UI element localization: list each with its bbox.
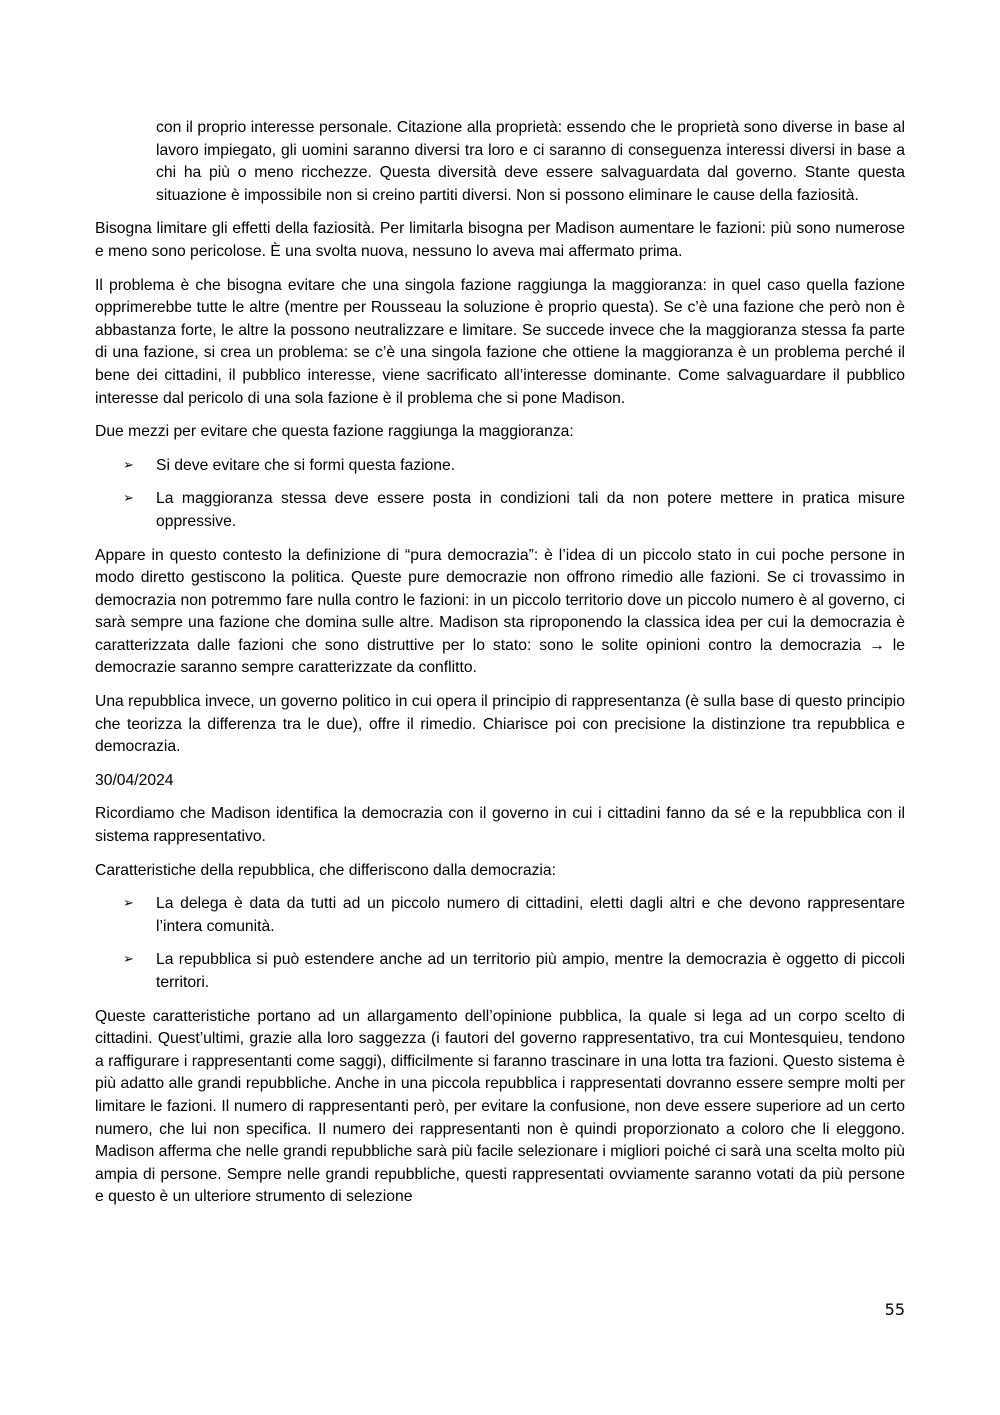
paragraph-maggioranza: Il problema è che bisogna evitare che una singola fazione raggiunga la maggioranza: in quel caso quella fazione opprimerebbe tutte le altre (mentre per Rousseau la soluzione è proprio questa). Se c’è una fazione che però non è abbastanza forte, le altre la possono neutralizzare e limitare. Se succede invece che la maggioranza stessa fa parte di una fazione, si crea un problema: se c’è una singola fazione che ottiene la maggioranza è un problema perché il bene dei cittadini, il pubblico interesse, viene sacrificato all’interesse dominante. Come salvaguardare il pubblico interesse dal pericolo di una sola fazione è il problema che si pone Madison.	[95, 276, 905, 407]
paragraph-opinione-pubblica: Queste caratteristiche portano ad un allargamento dell’opinione pubblica, la quale si lega ad un corpo scelto di cittadini. Quest’ultimi, grazie alla loro saggezza (i fautori del governo rappresentativo, tra cui Montesquieu, tendono a raffigurare i rappresentanti come saggi), difficilmente si faranno trascinare in una lotta tra fazioni. Questo sistema è più adatto alle grandi repubbliche. Anche in una piccola repubblica i rappresentati dovranno essere sempre molti per limitare le fazioni. Il numero di rappresentanti però, per evitare la confusione, non deve essere superiore ad un certo numero, che lui non specifica. Il numero dei rappresentanti non è quindi proporzionato a coloro che li eleggono. Madison afferma che nelle grandi repubbliche sarà più facile selezionare i migliori poiché ci sarà una scelta molto più ampia di persone. Sempre nelle grandi repubbliche, questi rappresentati ovviamente saranno votati da più persone e questo è un ulteriore strumento di selezione	[95, 1007, 905, 1206]
list-item	[95, 488, 905, 533]
list-item-text: La repubblica si può estendere anche ad un territorio più ampio, mentre la democrazia è oggetto di piccoli territori.	[156, 951, 905, 991]
list-item-text: La delega è data da tutti ad un piccolo numero di cittadini, eletti dagli altri e che devono rappresentare l’intera comunità.	[156, 895, 905, 935]
list-item-text: Si deve evitare che si formi questa fazione.	[156, 456, 456, 474]
document-body	[95, 117, 905, 1220]
list-item	[95, 893, 905, 938]
arrowhead-bullet-icon: ➢	[123, 896, 134, 912]
arrowhead-bullet-icon: ➢	[123, 952, 134, 968]
arrowhead-bullet-icon: ➢	[123, 491, 134, 507]
list-item	[95, 949, 905, 994]
page-number: 55	[884, 1300, 905, 1319]
paragraph-pura-democrazia: Appare in questo contesto la definizione di “pura democrazia”: è l’idea di un piccolo stato in cui poche persone in modo diretto gestiscono la politica. Queste pure democrazie non offrono rimedio alle fazioni. Se ci trovassimo in democrazia non potremmo fare nulla contro le fazioni: in un piccolo territorio dove un piccolo numero è al governo, ci sarà sempre una fazione che domina sulle altre. Madison sta riproponendo la classica idea per cui la democrazia è caratterizzata dalle fazioni che sono distruttive per lo stato: sono le solite opinioni contro la democrazia → le democrazie saranno sempre caratterizzate da conflitto.	[95, 546, 905, 677]
arrowhead-bullet-icon: ➢	[123, 457, 134, 473]
list-item-text: La maggioranza stessa deve essere posta in condizioni tali da non potere mettere in pratica misure oppressive.	[156, 490, 905, 530]
paragraph-repubblica: Una repubblica invece, un governo politico in cui opera il principio di rappresentanza (è sulla base di questo principio che teorizza la differenza tra le due), offre il rimedio. Chiarisce poi con precisione la distinzione tra repubblica e democrazia.	[95, 693, 905, 756]
paragraph-faziosita: Bisogna limitare gli effetti della faziosità. Per limitarla bisogna per Madison aumentare le fazioni: più sono numerose e meno sono pericolose. È una svolta nuova, nessuno lo aveva mai affermato prima.	[95, 220, 905, 260]
list-item	[95, 455, 905, 478]
paragraph-ricordiamo: Ricordiamo che Madison identifica la democrazia con il governo in cui i cittadini fanno da sé e la repubblica con il sistema rappresentativo.	[95, 805, 905, 846]
paragraph-due-mezzi: Due mezzi per evitare che questa fazione raggiunga la maggioranza:	[95, 423, 574, 441]
paragraph-caratteristiche: Caratteristiche della repubblica, che differiscono dalla democrazia:	[95, 861, 556, 879]
date-heading: 30/04/2024	[95, 771, 174, 789]
paragraph-continuation: con il proprio interesse personale. Citazione alla proprietà: essendo che le proprietà sono diverse in base al lavoro impiegato, gli uomini saranno diversi tra loro e ci saranno di conseguenza interessi diversi in base a chi ha più o meno ricchezze. Questa diversità deve essere salvaguardata dal governo. Stante questa situazione è impossibile non si creino partiti diversi. Non si possono eliminare le cause della faziosità.	[156, 119, 905, 204]
